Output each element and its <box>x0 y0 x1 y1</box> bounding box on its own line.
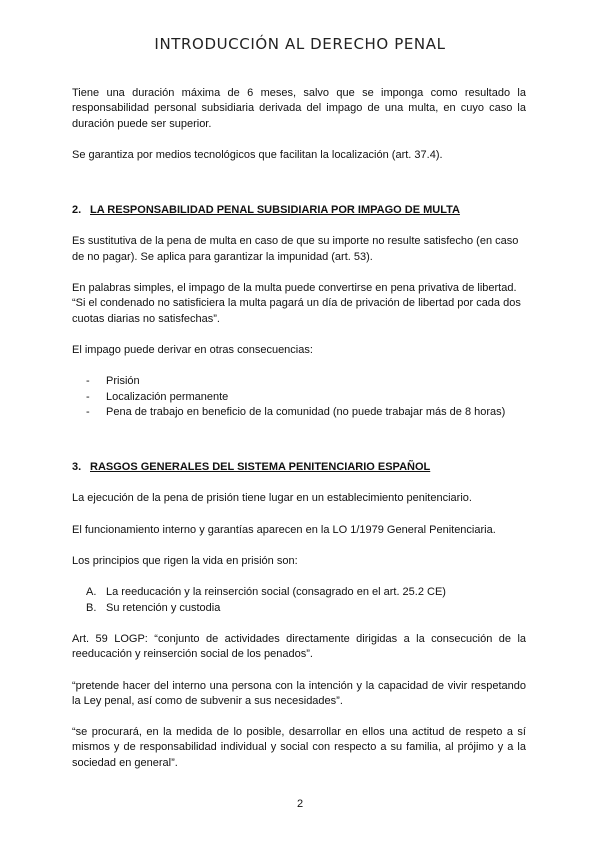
list-marker: A. <box>86 586 97 599</box>
list-item: - Localización permanente <box>72 390 526 405</box>
list-marker: B. <box>86 601 97 614</box>
section-3-title: RASGOS GENERALES DEL SISTEMA PENITENCIARIO ESPAÑOL <box>90 461 431 474</box>
section-2-title: LA RESPONSABILIDAD PENAL SUBSIDIARIA POR IMPAGO DE MULTA <box>90 204 460 217</box>
section-3-paragraph-quote-1: “pretende hacer del interno una persona con la intención y la capacidad de vivir respetando la Ley penal, así como de subvenir a sus necesidades”. <box>72 679 526 707</box>
section-2-heading <box>72 203 526 218</box>
section-3-paragraph-quote-2: “se procurará, en la medida de lo posible, desarrollar en ellos una actitud de respeto a sí mismos y de responsabilidad individual y social con respecto a su familia, al prójimo y a la sociedad en general”. <box>72 726 526 769</box>
page-number: 2 <box>296 798 304 810</box>
list-item <box>72 601 526 616</box>
section-3-paragraph-art59: Art. 59 LOGP: “conjunto de actividades directamente dirigidas a la consecución de la reeducación y reinserción social de los penados”. <box>72 632 526 661</box>
section-3-heading <box>72 460 526 475</box>
list-item-text: La reeducación y la reinserción social (consagrado en el art. 25.2 CE) <box>106 586 446 599</box>
section-2-paragraph-2b: “Si el condenado no satisficiera la multa pagará un día de privación de libertad por cada dos cuotas diarias no satisfechas”. <box>72 297 521 325</box>
section-3-paragraph-1: La ejecución de la pena de prisión tiene lugar en un establecimiento penitenciario. <box>72 492 472 505</box>
page-content <box>72 86 526 771</box>
section-3-paragraph-3: Los principios que rigen la vida en prisión son: <box>72 555 298 568</box>
page-title: INTRODUCCIÓN AL DERECHO PENAL <box>154 35 446 53</box>
intro-paragraph-duration: Tiene una duración máxima de 6 meses, salvo que se imponga como resultado la responsabilidad personal subsidiaria derivada del impago de una multa, en cuyo caso la duración puede ser superior. <box>72 87 526 130</box>
section-3-paragraph-2: El funcionamiento interno y garantías aparecen en la LO 1/1979 General Penitenciaria. <box>72 523 496 536</box>
list-item: - Prisión <box>72 374 526 389</box>
section-2-paragraph-1: Es sustitutiva de la pena de multa en caso de que su importe no resulte satisfecho (en caso de no pagar). Se aplica para garantizar la impunidad (art. 53). <box>72 235 519 263</box>
list-item <box>72 585 526 600</box>
consequences-list <box>72 374 526 420</box>
section-2-paragraph-3: El impago puede derivar en otras consecuencias: <box>72 343 313 356</box>
section-3-number: 3. <box>72 461 82 474</box>
list-item-text: Su retención y custodia <box>106 601 221 614</box>
principles-list <box>72 585 526 616</box>
section-2-paragraph-2a: En palabras simples, el impago de la multa puede convertirse en pena privativa de libertad. <box>72 282 517 295</box>
intro-paragraph-localization: Se garantiza por medios tecnológicos que facilitan la localización (art. 37.4). <box>72 148 443 161</box>
list-item: - Pena de trabajo en beneficio de la comunidad (no puede trabajar más de 8 horas) <box>72 405 526 420</box>
section-2-number: 2. <box>72 204 82 217</box>
